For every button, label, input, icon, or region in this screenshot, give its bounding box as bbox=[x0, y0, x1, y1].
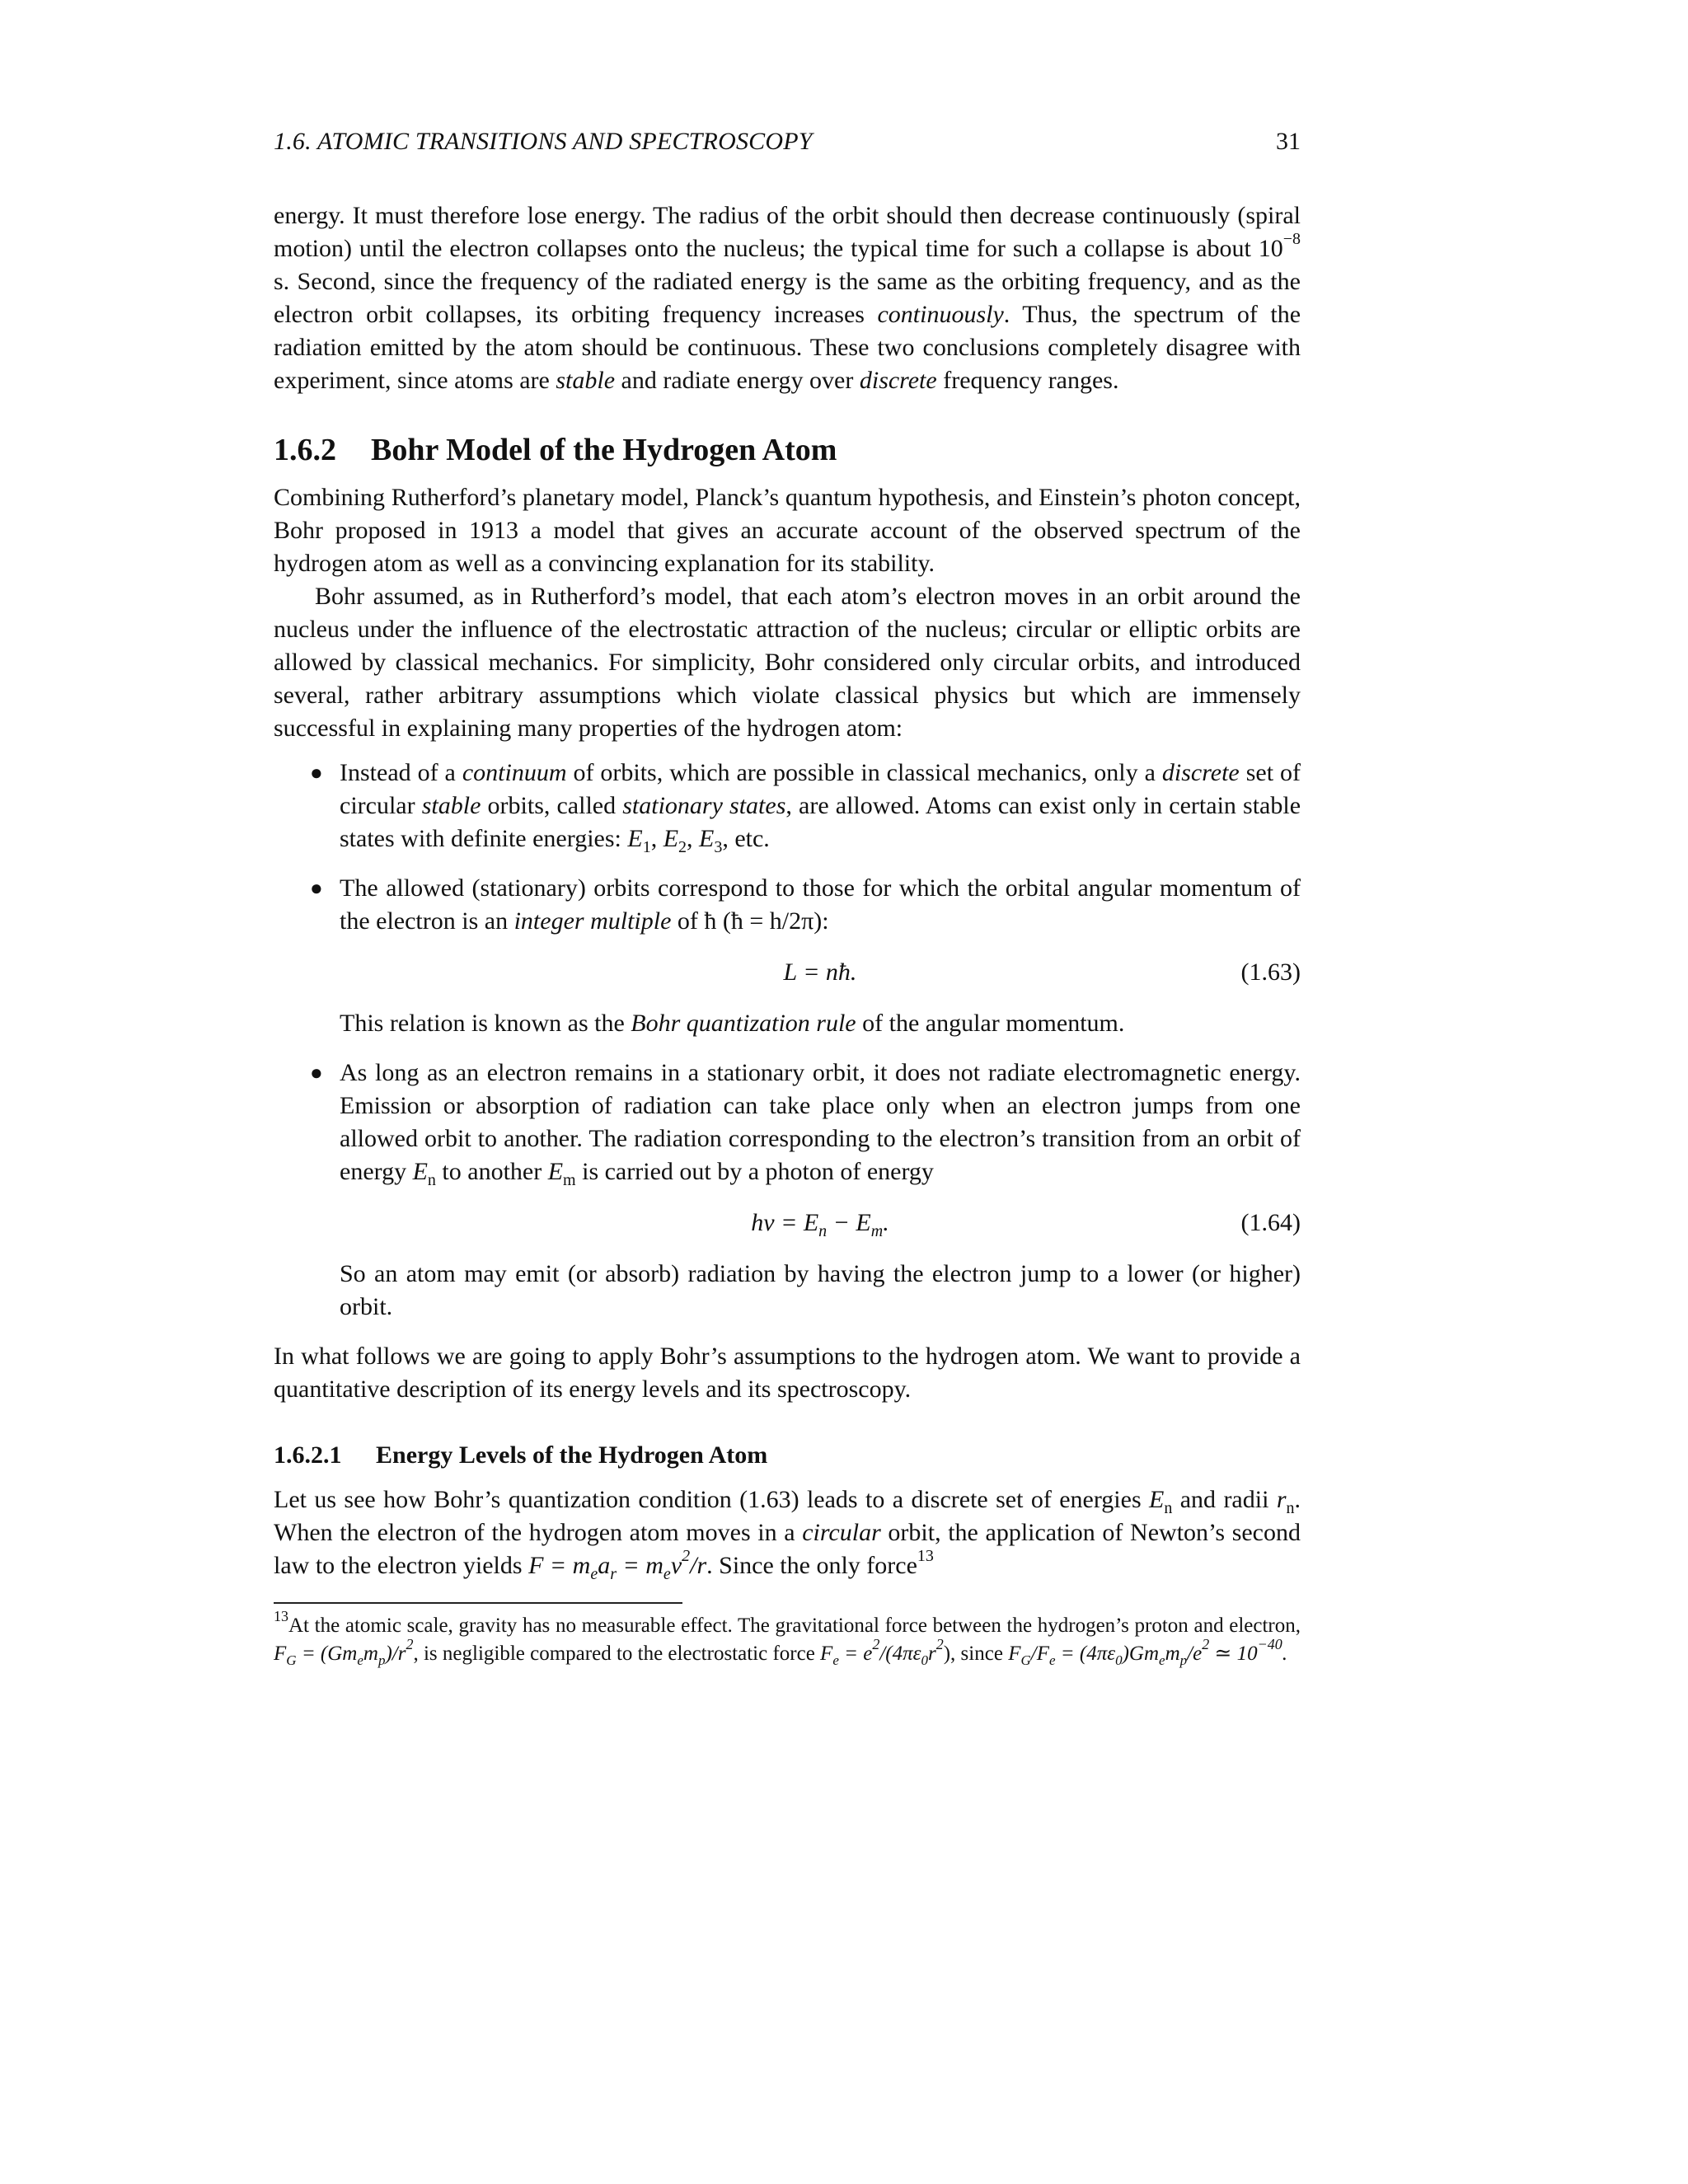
bohr-assumptions-list bbox=[274, 757, 1301, 1324]
intro-paragraph: energy. It must therefore lose energy. The radius of the orbit should then decrease continuously (spiral motion) until the electron collapses onto the nucleus; the typical time for such a collapse is about $10^{-8}$ s. Second, since the frequency of the radiated energy is the same as the orbiting frequency, and as the electron orbit collapses, its orbiting frequency increases continuously. Thus, the spectrum of the radiation emitted by the atom should be continuous. These two conclusions completely disagree with experiment, since atoms are stable and radiate energy over discrete frequency ranges. bbox=[274, 202, 1301, 394]
equation-body: L = nħ. bbox=[783, 958, 857, 986]
subsection-number: 1.6.2.1 bbox=[274, 1441, 342, 1469]
equation-1-64 bbox=[340, 1207, 1301, 1240]
equation-number: (1.64) bbox=[1240, 1209, 1301, 1236]
bullet-icon: ● bbox=[310, 761, 323, 785]
footnote-reference[interactable]: 13 bbox=[917, 1547, 934, 1565]
list-item: ● As long as an electron remains in a stationary orbit, it does not radiate electromagnetic energy. Emission or absorption of radiation can take place only when an electron jumps from one allowed orbit to another. The radiation corresponding to the electron’s transition from an orbit of energy $E_n$ to another $E_m$ is carried out by a photon of energy $h\nu = E_n - E_m$. (1.64) So an atom may emit (or absorb) radiation by having the electron jump to a lower (or higher) orbit. bbox=[340, 1057, 1301, 1324]
section-title: Bohr Model of the Hydrogen Atom bbox=[371, 433, 837, 467]
page-content bbox=[274, 199, 1301, 1668]
bullet-icon: ● bbox=[310, 876, 323, 900]
page-number: 31 bbox=[1276, 128, 1301, 155]
equation-1-63 bbox=[340, 956, 1301, 989]
section-paragraph-1: Combining Rutherford’s planetary model, Planck’s quantum hypothesis, and Einstein’s photon concept, Bohr proposed in 1913 a model that gives an accurate account of the observed spectrum of the hydrogen atom as well as a convincing explanation for its stability. bbox=[274, 484, 1301, 577]
running-head-title: 1.6. ATOMIC TRANSITIONS AND SPECTROSCOPY bbox=[274, 128, 813, 155]
subsection-heading bbox=[274, 1439, 1301, 1472]
bullet-icon: ● bbox=[310, 1061, 323, 1085]
section-paragraph-2: Bohr assumed, as in Rutherford’s model, that each atom’s electron moves in an orbit around the nucleus under the influence of the electrostatic attraction of the nucleus; circular or elliptic orbits are allowed by classical mechanics. For simplicity, Bohr considered only circular orbits, and introduced several, rather arbitrary assumptions which violate classical physics but which are immensely successful in explaining many properties of the hydrogen atom: bbox=[274, 583, 1301, 742]
list-item: ● The allowed (stationary) orbits correspond to those for which the orbital angular momentum of the electron is an integer multiple of ħ (ħ = h/2π): L = nħ. (1.63) This relation is known as the Bohr quantization rule of the angular momentum. bbox=[340, 872, 1301, 1040]
section-heading bbox=[274, 430, 1301, 470]
footnote-mark: 13 bbox=[274, 1607, 288, 1624]
footnote-rule bbox=[274, 1602, 682, 1604]
equation-number: (1.63) bbox=[1240, 958, 1301, 986]
subsection-title: Energy Levels of the Hydrogen Atom bbox=[376, 1441, 768, 1469]
running-head bbox=[274, 124, 1301, 160]
section-number: 1.6.2 bbox=[274, 433, 336, 467]
equation-body: $h\nu = E_n - E_m$. bbox=[751, 1209, 889, 1240]
list-item: ● Instead of a continuum of orbits, which are possible in classical mechanics, only a discrete set of circular stable orbits, called stationary states, are allowed. Atoms can exist only in certain stable states with definite energies: $E_1$, $E_2$, $E_3$, etc. bbox=[340, 757, 1301, 855]
subsection-paragraph: Let us see how Bohr’s quantization condition (1.63) leads to a discrete set of energies $E_n$ and radii $r_n$. When the electron of the hydrogen atom moves in a circular orbit, the application of Newton’s second law to the electron yields $F = m_ea_r = m_ev^2/r$. Since the only force$^{13}$ bbox=[274, 1486, 1301, 1583]
follow-paragraph: In what follows we are going to apply Bohr’s assumptions to the hydrogen atom. We want to provide a quantitative description of its energy levels and its spectroscopy. bbox=[274, 1343, 1301, 1403]
footnote-13: $^{13}$At the atomic scale, gravity has no measurable effect. The gravitational force between the hydrogen’s proton and electron, $F_G = (Gm_em_p)/r^2$, is negligible compared to the electrostatic force $F_e = e^2/(4\pi\varepsilon_0r^2)$, since $F_G/F_e = (4\pi\varepsilon_0)Gm_em_p/e^2$ ≃ $10^{-40}$. bbox=[274, 1607, 1301, 1668]
